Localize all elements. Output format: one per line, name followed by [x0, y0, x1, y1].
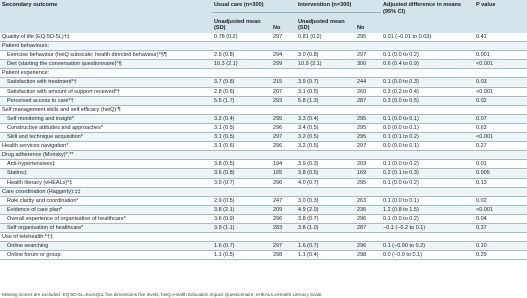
p-value: 0.27 — [474, 142, 527, 151]
adjusted-difference: 0.1 (0.0 to 0.1) — [381, 114, 474, 123]
intervention-mean: 3.2 (0.5) — [296, 133, 355, 142]
adjusted-difference — [381, 233, 474, 242]
intervention-no: 295 — [355, 178, 381, 187]
usual-care-mean: 3.2 (0.4) — [212, 114, 271, 123]
intervention-mean: 3.1 (0.5) — [296, 87, 355, 96]
adjusted-difference: 0.6 (0.4 to 0.9) — [381, 60, 474, 69]
usual-care-no: 165 — [271, 169, 296, 178]
outcome-label: Overall experience of organisation of healthcare* — [0, 214, 212, 223]
intervention-no — [355, 233, 381, 242]
p-value — [474, 151, 527, 160]
intervention-no: 169 — [355, 169, 381, 178]
adjusted-difference — [381, 151, 474, 160]
adjusted-difference: 0.3 (0.0 to 0.5) — [381, 96, 474, 105]
intervention-mean — [296, 42, 355, 51]
intervention-no: 287 — [355, 223, 381, 232]
table-row — [0, 51, 527, 60]
usual-care-mean: 5.5 (1.7) — [212, 96, 271, 105]
table-row — [0, 160, 527, 169]
intervention-mean — [296, 233, 355, 242]
outcome-label: Anti-hypertensives‡ — [0, 160, 212, 169]
usual-care-no: 207 — [271, 87, 296, 96]
outcome-label: Satisfaction with amount of support received*† — [0, 87, 212, 96]
header-usual-care: Usual care (n=300) — [212, 0, 296, 13]
p-value — [474, 42, 527, 51]
p-value: 0.10 — [474, 242, 527, 251]
intervention-no — [355, 151, 381, 160]
usual-care-mean — [212, 105, 271, 114]
adjusted-difference: 0.01 (−0.01 to 0.03) — [381, 33, 474, 42]
intervention-mean: 3.8 (0.7) — [296, 214, 355, 223]
p-value: 0.02 — [474, 96, 527, 105]
table-row — [0, 69, 527, 78]
table-row — [0, 133, 527, 142]
adjusted-difference — [381, 187, 474, 196]
adjusted-difference: 0.1 (−0.00 to 0.2) — [381, 242, 474, 251]
table-body — [0, 33, 527, 260]
header-p-value: P value — [474, 0, 527, 33]
outcome-label: Online forum or group — [0, 251, 212, 260]
outcome-label: Health literacy (eHEALs)*‡ — [0, 178, 212, 187]
usual-care-no — [271, 233, 296, 242]
intervention-no: 296 — [355, 214, 381, 223]
intervention-no: 297 — [355, 51, 381, 60]
intervention-mean: 10.9 (2.1) — [296, 60, 355, 69]
p-value — [474, 187, 527, 196]
p-value: <0.001 — [474, 133, 527, 142]
adjusted-difference: 0.0 (−0.0 to 0.1) — [381, 251, 474, 260]
intervention-mean: 4.0 (0.7) — [296, 178, 355, 187]
table-row — [0, 87, 527, 96]
intervention-no: 298 — [355, 251, 381, 260]
usual-care-no: 295 — [271, 114, 296, 123]
p-value: 0.03 — [474, 78, 527, 87]
table-row — [0, 169, 527, 178]
intervention-mean: 1.6 (0.7) — [296, 242, 355, 251]
usual-care-mean: 3.9 (1.1) — [212, 223, 271, 232]
usual-care-no — [271, 42, 296, 51]
intervention-no: 236 — [355, 205, 381, 214]
table-header — [0, 0, 527, 33]
adjusted-difference: 1.2 (0.8 to 1.5) — [381, 205, 474, 214]
intervention-no: 260 — [355, 87, 381, 96]
intervention-mean: 3.8 (1.0) — [296, 223, 355, 232]
adjusted-difference: −0.1 (−0.2 to 0.1) — [381, 223, 474, 232]
usual-care-mean: 3.1 (0.5) — [212, 123, 271, 132]
intervention-no: 295 — [355, 123, 381, 132]
outcome-label: Constructive attitudes and approaches* — [0, 123, 212, 132]
table-row — [0, 251, 527, 260]
intervention-mean: 0.81 (0.2) — [296, 33, 355, 42]
p-value: 0.005 — [474, 169, 527, 178]
table-row — [0, 123, 527, 132]
usual-care-no — [271, 151, 296, 160]
usual-care-mean: 1.6 (0.7) — [212, 242, 271, 251]
usual-care-no: 297 — [271, 133, 296, 142]
table-row — [0, 242, 527, 251]
intervention-no: 287 — [355, 96, 381, 105]
outcome-label: Quality of life (EQ-5D-5L)†‡ — [0, 33, 212, 42]
intervention-mean — [296, 187, 355, 196]
outcome-label: Patient behaviours: — [0, 42, 212, 51]
intervention-mean: 3.2 (0.5) — [296, 142, 355, 151]
usual-care-no: 296 — [271, 178, 296, 187]
header-intervention-mean: Unadjusted mean (SD) — [296, 13, 355, 34]
p-value: 0.41 — [474, 33, 527, 42]
outcome-label: Care coordination (Haggerty):‡‡ — [0, 187, 212, 196]
usual-care-no — [271, 105, 296, 114]
outcome-label: Patient experience: — [0, 69, 212, 78]
intervention-mean: 3.0 (0.3) — [296, 196, 355, 205]
usual-care-no: 297 — [271, 33, 296, 42]
table-row — [0, 178, 527, 187]
outcome-label: Evidence of care plan* — [0, 205, 212, 214]
usual-care-no: 209 — [271, 205, 296, 214]
outcome-label: Statins‡ — [0, 169, 212, 178]
p-value — [474, 105, 527, 114]
usual-care-no: 247 — [271, 196, 296, 205]
p-value: <0.001 — [474, 87, 527, 96]
usual-care-no — [271, 69, 296, 78]
header-secondary-outcome: Secondary outcome — [0, 0, 212, 33]
usual-care-no: 293 — [271, 96, 296, 105]
adjusted-difference: 0.1 (0.0 to 0.1) — [381, 196, 474, 205]
outcome-label: Self management skills and self efficacy (heiQ):¶ — [0, 105, 212, 114]
intervention-mean — [296, 151, 355, 160]
outcome-label: Self organisation of healthcare* — [0, 223, 212, 232]
table-row — [0, 196, 527, 205]
table-row — [0, 223, 527, 232]
header-usual-care-no: No — [271, 13, 296, 34]
usual-care-mean: 3.1 (0.6) — [212, 142, 271, 151]
p-value — [474, 69, 527, 78]
p-value: 0.29 — [474, 251, 527, 260]
table-row — [0, 205, 527, 214]
intervention-mean — [296, 105, 355, 114]
usual-care-no: 298 — [271, 251, 296, 260]
outcome-label: Perceived access to care*† — [0, 96, 212, 105]
usual-care-mean: 3.7 (0.8) — [212, 78, 271, 87]
usual-care-mean: 3.8 (2.1) — [212, 205, 271, 214]
table-row — [0, 142, 527, 151]
table-row — [0, 33, 527, 42]
usual-care-mean: 2.9 (0.8) — [212, 51, 271, 60]
outcome-label: Health services navigation* — [0, 142, 212, 151]
intervention-no — [355, 187, 381, 196]
usual-care-no: 297 — [271, 242, 296, 251]
outcome-label: Exercise behaviour (heiQ subscale: health directed behaviour)*§¶ — [0, 51, 212, 60]
usual-care-mean — [212, 187, 271, 196]
intervention-no: 295 — [355, 133, 381, 142]
usual-care-no: 299 — [271, 60, 296, 69]
table-row — [0, 151, 527, 160]
usual-care-no: 215 — [271, 78, 296, 87]
table-row — [0, 60, 527, 69]
adjusted-difference: 0.1 (0.0 to 0.2) — [381, 51, 474, 60]
usual-care-mean: 2.8 (0.6) — [212, 87, 271, 96]
usual-care-mean — [212, 233, 271, 242]
usual-care-mean: 10.3 (2.1) — [212, 60, 271, 69]
intervention-no: 295 — [355, 33, 381, 42]
outcome-label: Online searching — [0, 242, 212, 251]
header-adjusted-difference: Adjusted difference in means (95% CI) — [381, 0, 474, 33]
adjusted-difference: 0.1 (0.0 to 0.3) — [381, 78, 474, 87]
intervention-no: 296 — [355, 242, 381, 251]
outcome-label: Role clarity and coordination* — [0, 196, 212, 205]
intervention-mean: 1.1 (0.4) — [296, 251, 355, 260]
intervention-mean: 3.9 (0.3) — [296, 160, 355, 169]
usual-care-no: 194 — [271, 160, 296, 169]
intervention-mean: 3.8 (0.5) — [296, 169, 355, 178]
usual-care-mean — [212, 42, 271, 51]
p-value: 0.04 — [474, 214, 527, 223]
p-value: 0.01 — [474, 160, 527, 169]
intervention-no — [355, 105, 381, 114]
table-footnote: Missing scores are excluded. EQ-5D-5L=EuroQoL five dimensions five levels; heiQ=Health Education Impact Questionnaire; eHEALs=eHealth Literacy Scale. — [2, 292, 323, 297]
usual-care-mean — [212, 151, 271, 160]
adjusted-difference: 0.0 (0.0 to 0.1) — [381, 123, 474, 132]
intervention-mean: 3.0 (0.8) — [296, 51, 355, 60]
usual-care-mean: 2.9 (0.5) — [212, 196, 271, 205]
p-value — [474, 233, 527, 242]
usual-care-no: 296 — [271, 214, 296, 223]
intervention-mean: 5.8 (1.3) — [296, 96, 355, 105]
adjusted-difference: 0.2 (0.1 to 0.3) — [381, 169, 474, 178]
table-row — [0, 42, 527, 51]
adjusted-difference: 0.1 (0.0 to 0.2) — [381, 160, 474, 169]
table-row — [0, 78, 527, 87]
outcome-label: Drug adherence (Morisky)*,** — [0, 151, 212, 160]
usual-care-mean: 3.1 (0.5) — [212, 133, 271, 142]
adjusted-difference — [381, 105, 474, 114]
table-row — [0, 114, 527, 123]
adjusted-difference: 0.1 (0.1 to 0.2) — [381, 133, 474, 142]
usual-care-mean — [212, 69, 271, 78]
p-value: 0.07 — [474, 114, 527, 123]
usual-care-mean: 3.9 (0.7) — [212, 178, 271, 187]
intervention-no: 295 — [355, 114, 381, 123]
p-value: 0.02 — [474, 196, 527, 205]
usual-care-mean: 3.6 (0.8) — [212, 169, 271, 178]
outcome-label: Skill and technique acquisition* — [0, 133, 212, 142]
table-row — [0, 233, 527, 242]
usual-care-mean: 3.8 (0.5) — [212, 160, 271, 169]
intervention-no: 300 — [355, 60, 381, 69]
table-row — [0, 214, 527, 223]
intervention-mean: 4.9 (2.0) — [296, 205, 355, 214]
intervention-no: 203 — [355, 160, 381, 169]
adjusted-difference: 0.1 (0.0 to 0.2) — [381, 178, 474, 187]
usual-care-mean: 1.1 (0.5) — [212, 251, 271, 260]
usual-care-no: 294 — [271, 51, 296, 60]
table-row — [0, 96, 527, 105]
p-value: 0.63 — [474, 123, 527, 132]
usual-care-no — [271, 187, 296, 196]
intervention-mean: 3.9 (0.7) — [296, 78, 355, 87]
intervention-no — [355, 69, 381, 78]
table-row — [0, 187, 527, 196]
header-intervention-no: No — [355, 13, 381, 34]
outcome-label: Satisfaction with treatment*† — [0, 78, 212, 87]
adjusted-difference: 0.0 (0.0 to 0.1) — [381, 142, 474, 151]
usual-care-no: 296 — [271, 142, 296, 151]
p-value: 0.37 — [474, 223, 527, 232]
p-value: <0.001 — [474, 60, 527, 69]
intervention-mean — [296, 69, 355, 78]
usual-care-no: 283 — [271, 223, 296, 232]
adjusted-difference — [381, 69, 474, 78]
intervention-mean: 3.4 (0.5) — [296, 123, 355, 132]
outcome-label: Diet (starting the conversation questionnaire)*§ — [0, 60, 212, 69]
intervention-no — [355, 42, 381, 51]
p-value: 0.13 — [474, 178, 527, 187]
outcome-label: Use of telehealth:*†‡ — [0, 233, 212, 242]
adjusted-difference: 0.1 (0.0 to 0.2) — [381, 214, 474, 223]
header-usual-care-mean: Unadjusted mean (SD) — [212, 13, 271, 34]
table-row — [0, 105, 527, 114]
usual-care-mean: 3.6 (0.9) — [212, 214, 271, 223]
adjusted-difference: 0.3 (0.2 to 0.4) — [381, 87, 474, 96]
intervention-no: 297 — [355, 142, 381, 151]
usual-care-no: 296 — [271, 123, 296, 132]
p-value: <0.001 — [474, 205, 527, 214]
adjusted-difference — [381, 42, 474, 51]
intervention-mean: 3.3 (0.4) — [296, 114, 355, 123]
usual-care-mean: 0.78 (0.2) — [212, 33, 271, 42]
header-intervention: Intervention (n=300) — [296, 0, 381, 13]
intervention-no: 263 — [355, 196, 381, 205]
intervention-no: 244 — [355, 78, 381, 87]
p-value: 0.001 — [474, 51, 527, 60]
outcome-label: Self monitoring and insight* — [0, 114, 212, 123]
